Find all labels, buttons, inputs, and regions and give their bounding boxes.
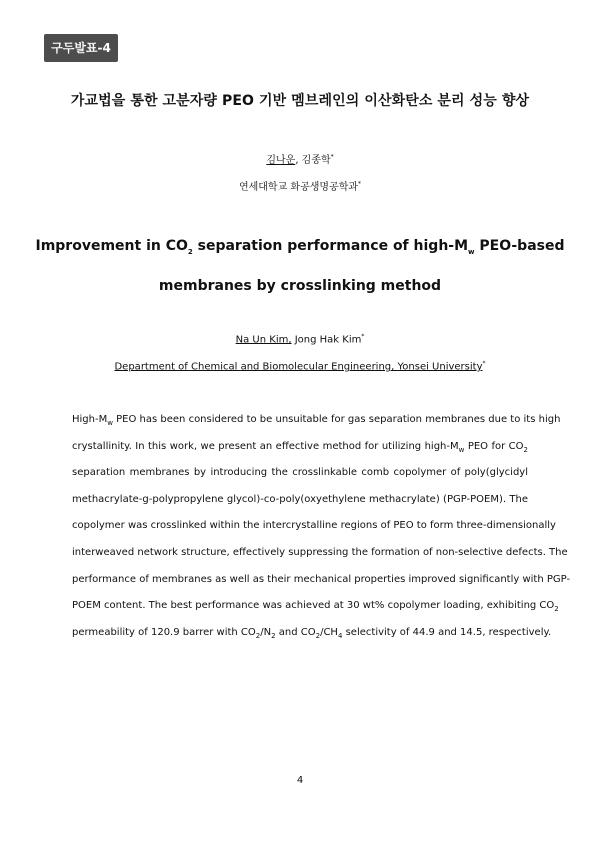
- abstract-line: crystallinity. In this work, we present an effective method for utilizing high-$M_w$ PEO for $CO_2$: [72, 440, 529, 454]
- abstract-line: performance of membranes as well as their mechanical properties improved significantly with PGP-: [72, 573, 571, 585]
- korean-author-2: 김종학: [301, 155, 331, 166]
- english-affiliation-mark: *: [482, 360, 486, 367]
- korean-title: 가교법을 통한 고분자량 PEO 기반 멤브레인의 이산화탄소 분리 성능 향상: [70, 93, 530, 109]
- abstract-line: interweaved network structure, effectively suppressing the formation of non-selective defects. The: [72, 546, 568, 558]
- english-affiliation-text: Department of Chemical and Biomolecular Engineering, Yonsei University: [114, 361, 483, 373]
- english-author-2: Jong Hak Kim: [291, 334, 362, 346]
- affiliation-mark: *: [358, 180, 362, 188]
- author-separator: ,: [295, 155, 302, 166]
- abstract-line: methacrylate-g-polypropylene glycol)-co-poly(oxyethylene methacrylate) (PGP-POEM). The: [72, 493, 528, 505]
- korean-author-1: 김나운: [266, 155, 296, 166]
- korean-affiliation: [0, 178, 600, 193]
- english-title-line-1: Improvement in $CO_2$ separation performance of high-$M_w$ PEO-based: [35, 238, 565, 256]
- abstract-line: copolymer was crosslinked within the intercrystalline regions of PEO to form three-dimensionally: [72, 520, 556, 532]
- page-number: 4: [296, 775, 304, 786]
- abstract-line: permeability of 120.9 barrer with $CO_2/N_2$ and $CO_2/CH_4$ selectivity of 44.9 and 14.5, respectively.: [72, 626, 552, 640]
- abstract-line: separation membranes by introducing the crosslinkable comb copolymer of poly(glycidyl: [72, 467, 528, 479]
- korean-affiliation-text: 연세대학교 화공생명공학과: [238, 182, 359, 193]
- english-corresponding-mark: *: [361, 333, 365, 340]
- english-authors: [0, 333, 600, 345]
- abstract-line: POEM content. The best performance was achieved at 30 wt% copolymer loading, exhibiting $CO_2$: [72, 600, 559, 614]
- english-affiliation: [0, 360, 600, 372]
- english-title: [0, 226, 600, 306]
- korean-authors: [0, 151, 600, 166]
- english-title-line-2: membranes by crosslinking method: [158, 278, 442, 294]
- abstract: [72, 407, 571, 646]
- corresponding-mark: *: [330, 153, 334, 161]
- english-author-1: Na Un Kim,: [235, 334, 292, 346]
- session-tag: 구두발표-4: [44, 34, 118, 62]
- abstract-line: High-$M_w$ PEO has been considered to be unsuitable for gas separation membranes due to its high: [72, 414, 561, 427]
